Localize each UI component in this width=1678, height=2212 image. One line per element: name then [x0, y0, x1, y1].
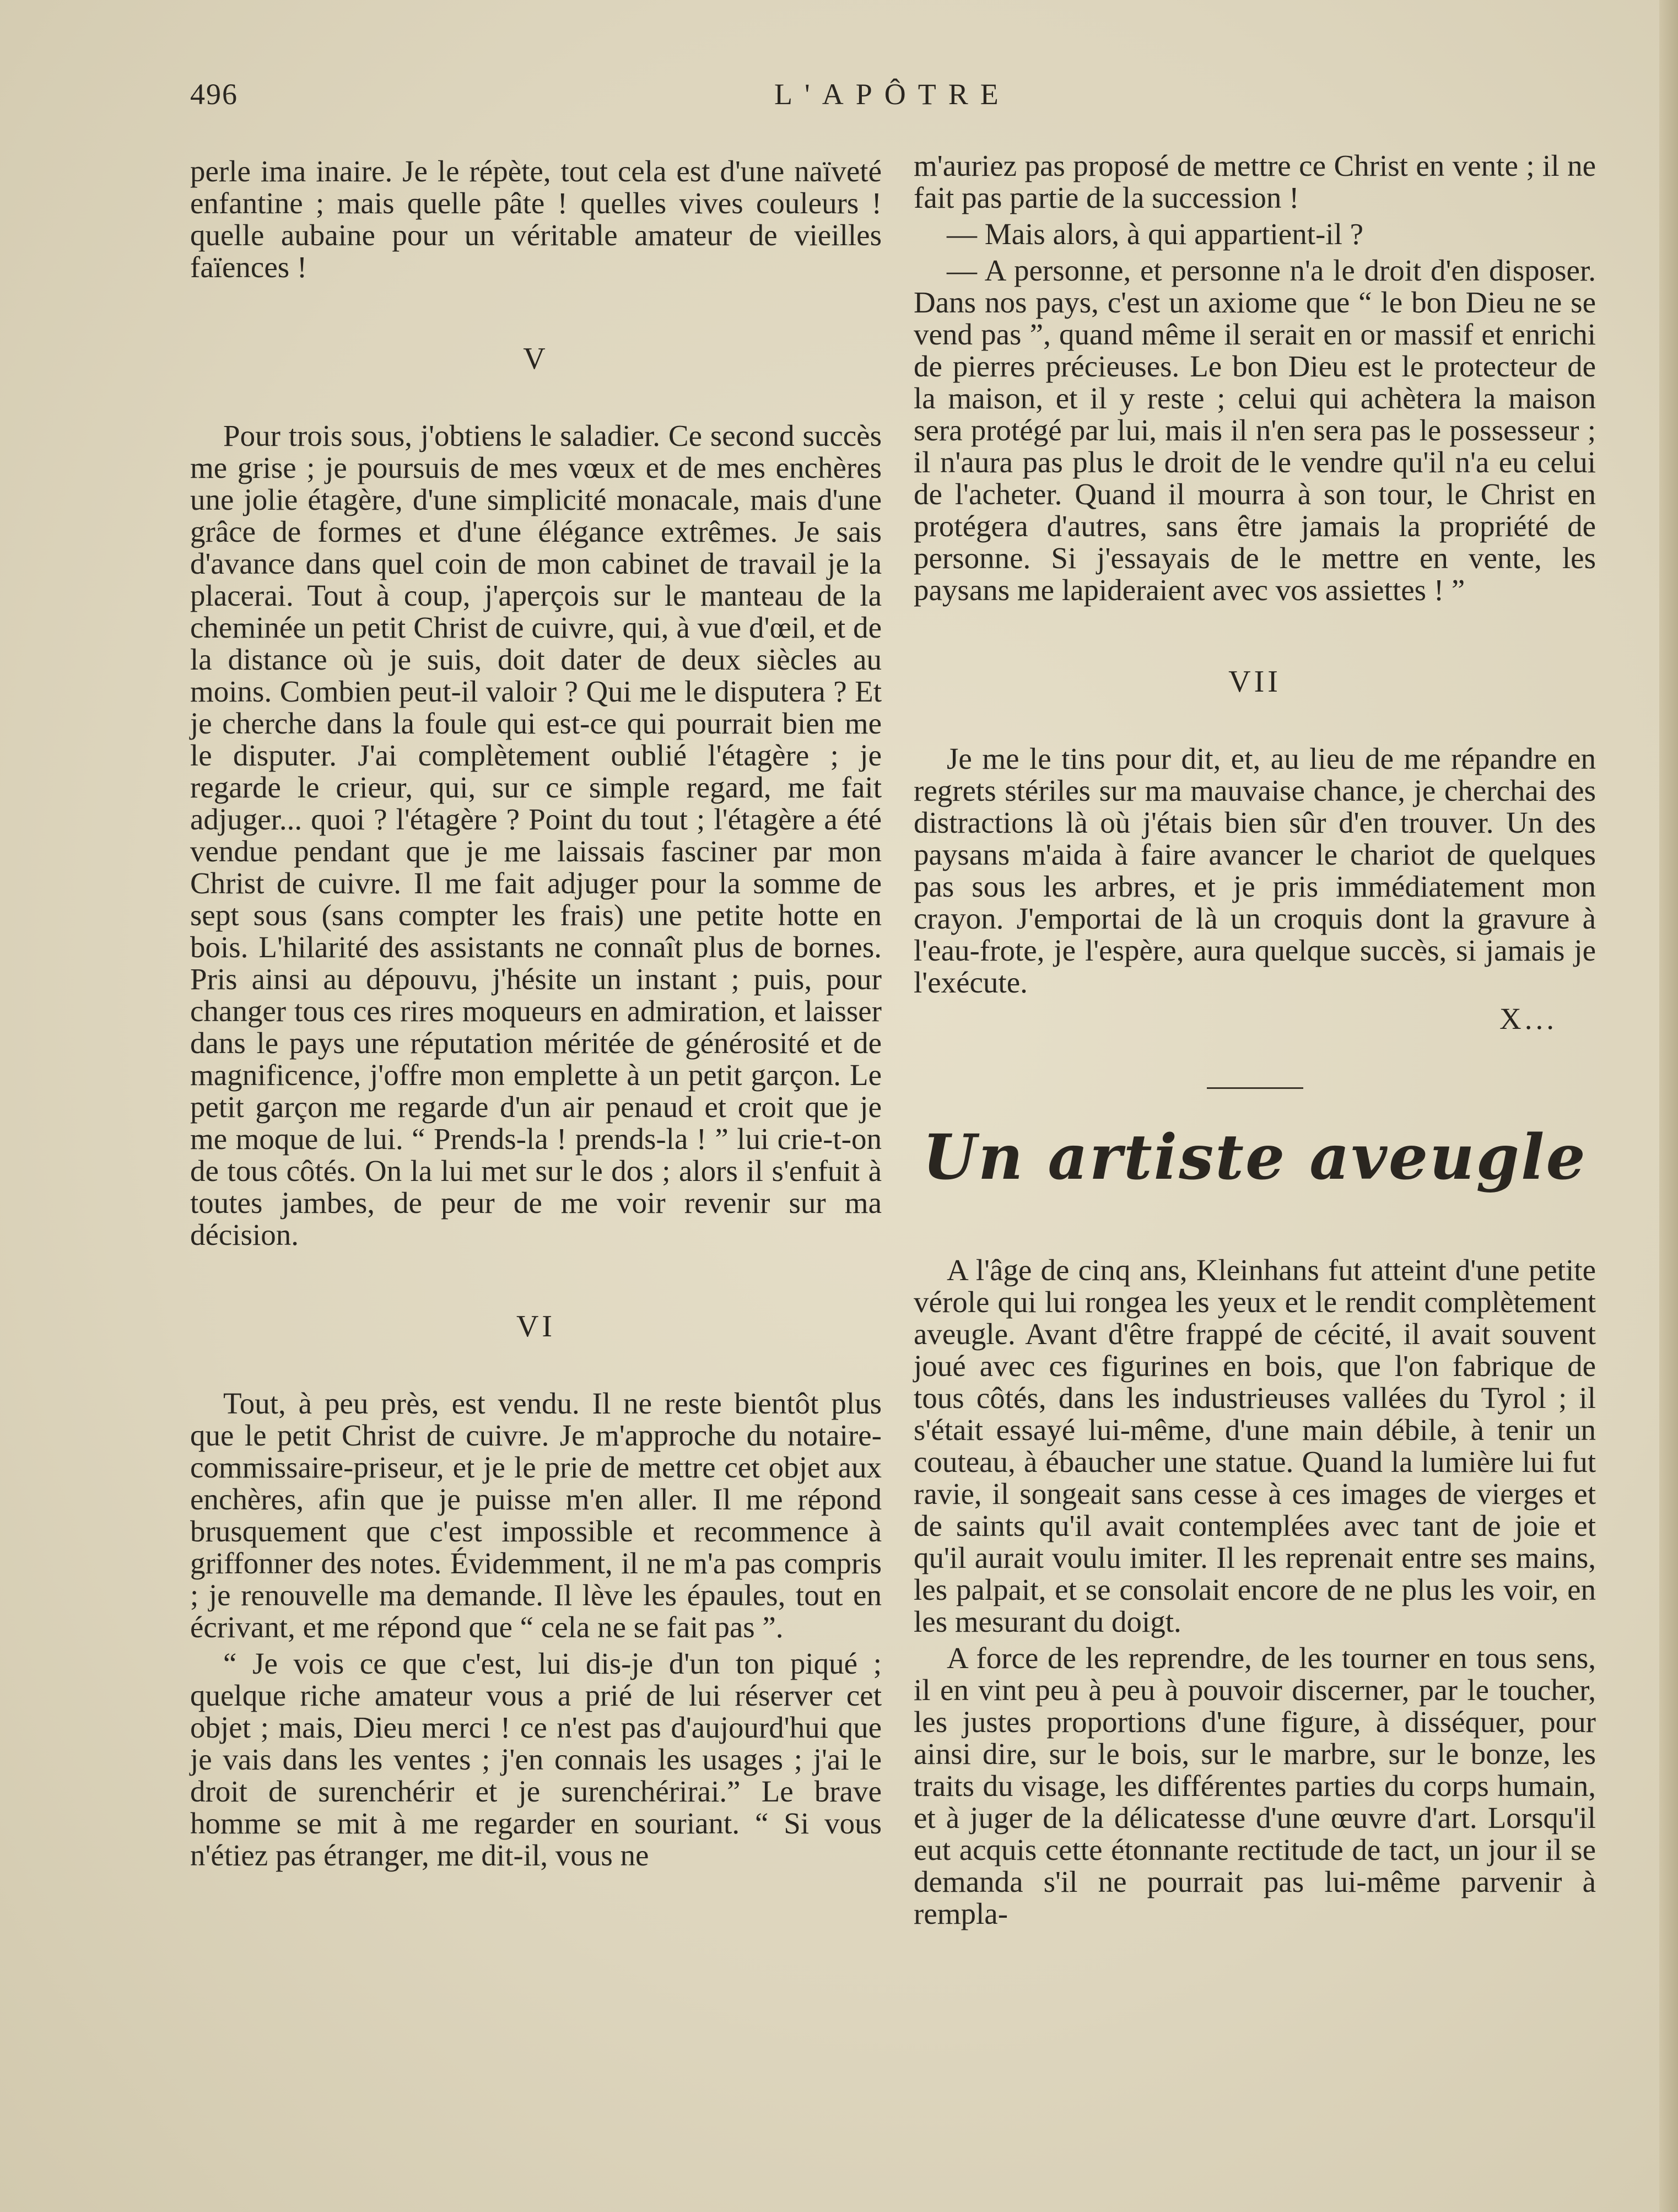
running-head	[190, 77, 1601, 127]
paragraph: A l'âge de cinq ans, Kleinhans fut atteint d'une petite vérole qui lui rongea les yeux et le rendit complètement aveugle. Avant d'être frappé de cécité, il avait souvent joué avec ces figurines en bois, que l'on fabrique de tous côtés, dans les industrieuses vallées du Tyrol ; il s'était essayé lui-même, d'une main débile, à tenir un couteau, à ébaucher une statue. Quand la lumière lui fut ravie, il songeait sans cesse à ces images de vierges et de saints qu'il avait contemplées avec tant de joie et qu'il aurait voulu imiter. Il les reprenait entre ses mains, les palpait, et se consolait encore de ne plus les voir, en les mesurant du doigt.	[914, 1253, 1596, 1638]
section-divider	[1207, 1087, 1303, 1089]
right-column	[914, 150, 1596, 1930]
author-signature: X...	[1499, 1002, 1557, 1035]
section-heading-vi: VI	[516, 1309, 556, 1344]
paragraph: Tout, à peu près, est vendu. Il ne reste bientôt plus que le petit Christ de cuivre. Je m'approche du notaire-commissaire-priseur, et je le prie de mettre cet objet aux enchères, afin que je puisse m'en aller. Il me répond brusquement que c'est impossible et recommence à griffonner des notes. Évidemment, il ne m'a pas compris ; je renouvelle ma demande. Il lève les épaules, tout en écrivant, et me répond que “ cela ne se fait pas ”.	[190, 1386, 882, 1644]
page-edge	[1659, 0, 1678, 2212]
paragraph: perle ima inaire. Je le répète, tout cela est d'une naïveté enfantine ; mais quelle pâte ! quelles vives couleurs ! quelle aubaine pour un véritable amateur de vieilles faïences !	[190, 154, 882, 284]
paragraph: Je me le tins pour dit, et, au lieu de me répandre en regrets stériles sur ma mauvaise chance, je cherchai des distractions là où j'étais bien sûr d'en trouver. Un des paysans m'aida à faire avancer le chariot de quelques pas sous les arbres, et je pris immédiatement mon crayon. J'emportai de là un croquis dont la gravure à l'eau-frote, je l'espère, aura quelque succès, si jamais je l'exécute.	[914, 742, 1596, 999]
paragraph: “ Je vois ce que c'est, lui dis-je d'un ton piqué ; quelque riche amateur vous a prié de lui réserver cet objet ; mais, Dieu merci ! ce n'est pas d'aujourd'hui que je vais dans les ventes ; j'en connais les usages ; j'ai le droit de surenchérir et je surenchérirai.” Le brave homme se mit à me regarder en souriant. “ Si vous n'étiez pas étranger, me dit-il, vous ne	[190, 1647, 882, 1872]
paragraph: A force de les reprendre, de les tourner en tous sens, il en vint peu à peu à pouvoir discerner, par le toucher, les justes proportions d'une figure, à disséquer, pour ainsi dire, sur le bois, sur le marbre, sur le bonze, les traits du visage, les différentes parties du corps humain, et à juger de la délicatesse d'une œuvre d'art. Lorsqu'il eut acquis cette étonnante rectitude de tact, un jour il se demanda s'il ne pourrait pas lui-même parvenir à rempla-	[914, 1641, 1596, 1930]
article-title: Un artiste aveugle	[922, 1121, 1587, 1194]
section-heading-vii: VII	[1228, 665, 1281, 699]
page-number: 496	[190, 78, 238, 111]
left-column	[190, 155, 882, 1871]
journal-title: L'APÔTRE	[774, 78, 1011, 111]
paragraph: m'auriez pas proposé de mettre ce Christ en vente ; il ne fait pas partie de la succession !	[914, 149, 1596, 214]
paragraph: — A personne, et personne n'a le droit d'en disposer. Dans nos pays, c'est un axiome que “ le bon Dieu ne se vend pas ”, quand même il serait en or massif et enrichi de pierres précieuses. Le bon Dieu est le protecteur de la maison, et il y reste ; celui qui achètera la maison sera protégé par lui, mais il n'en sera pas le possesseur ; il n'aura pas plus le droit de le vendre qu'il n'a eu celui de l'acheter. Quand il mourra à son tour, le Christ en protégera d'autres, sans être jamais la propriété de personne. Si j'essayais de le mettre en vente, les paysans me lapideraient avec vos assiettes ! ”	[914, 253, 1596, 607]
section-heading-v: V	[523, 342, 549, 376]
paragraph: Pour trois sous, j'obtiens le saladier. Ce second succès me grise ; je poursuis de mes vœux et de mes enchères une jolie étagère, d'une simplicité monacale, mais d'une grâce de formes et d'une élégance extrêmes. Je sais d'avance dans quel coin de mon cabinet de travail je la placerai. Tout à coup, j'aperçois sur le manteau de la cheminée un petit Christ de cuivre, qui, à vue d'œil, et de la distance où je suis, doit dater de deux siècles au moins. Combien peut-il valoir ? Qui me le disputera ? Et je cherche dans la foule qui est-ce qui pourrait bien me le disputer. J'ai complètement oublié l'étagère ; je regarde le crieur, qui, sur ce simple regard, me fait adjuger... quoi ? l'étagère ? Point du tout ; l'étagère a été vendue pendant que je me laissais fasciner par mon Christ de cuivre. Il me fait adjuger pour la somme de sept sous (sans compter les frais) une petite hotte en bois. L'hilarité des assistants ne connaît plus de bornes. Pris ainsi au dépouvu, j'hésite un instant ; puis, pour changer tous ces rires moqueurs en admiration, et laisser dans le pays une réputation méritée de générosité et de magnificence, j'offre mon emplette à un petit garçon. Le petit garçon me regarde d'un air penaud et croit que je me moque de lui. “ Prends-la ! prends-la ! ” lui crie-t-on de tous côtés. On la lui met sur le dos ; alors il s'enfuit à toutes jambes, de peur de me voir revenir sur ma décision.	[190, 419, 882, 1251]
paragraph: — Mais alors, à qui appartient-il ?	[947, 217, 1364, 251]
